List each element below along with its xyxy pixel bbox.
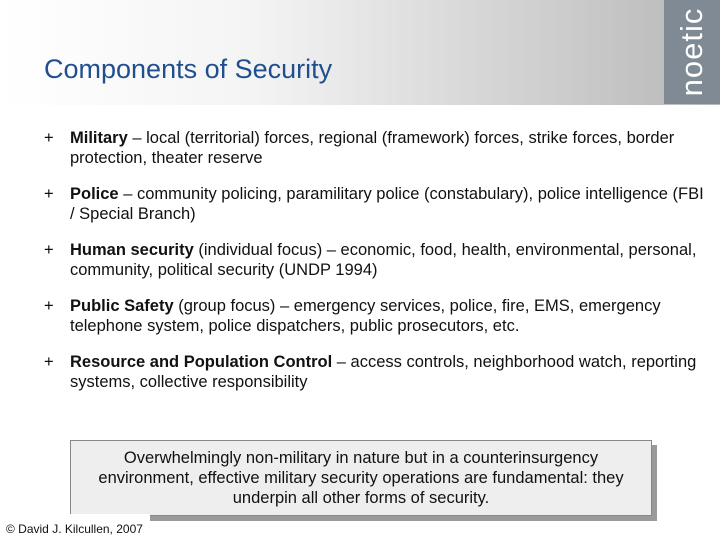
bullet-list	[44, 128, 704, 408]
plus-icon: +	[44, 241, 54, 259]
bullet-text: (group focus) – emergency services, police, fire, EMS, emergency telephone system, police dispatchers, public prosecutors, etc.	[70, 297, 661, 335]
slide-title: Components of Security	[44, 54, 333, 84]
bullet-term: Resource and Population Control	[70, 353, 333, 371]
copyright-text: © David J. Kilcullen, 2007	[6, 522, 143, 536]
bullet-public-safety	[44, 296, 704, 336]
bullet-text: – access controls, neighborhood watch, reporting systems, collective responsibility	[70, 353, 697, 391]
plus-icon: +	[44, 297, 54, 315]
bullet-police	[44, 184, 704, 224]
bullet-text: – local (territorial) forces, regional (framework) forces, strike forces, border protection, theater reserve	[70, 129, 675, 167]
bullet-term: Police	[70, 185, 119, 203]
bullet-term: Human security	[70, 241, 194, 259]
bullet-military	[44, 128, 704, 168]
logo-text: noetic	[674, 7, 709, 97]
bullet-text: (individual focus) – economic, food, health, environmental, personal, community, political security (UNDP 1994)	[70, 241, 697, 279]
plus-icon: +	[44, 185, 54, 203]
slide-header	[0, 0, 720, 105]
footer	[0, 514, 150, 540]
bullet-term: Public Safety	[70, 297, 174, 315]
callout-box	[70, 440, 652, 516]
bullet-term: Military	[70, 129, 128, 147]
plus-icon: +	[44, 129, 54, 147]
bullet-resource-population-control	[44, 352, 704, 392]
callout-text: Overwhelmingly non-military in nature but in a counterinsurgency environment, effective military security operations are fundamental: they underpin all other forms of security.	[98, 449, 624, 507]
noetic-logo	[664, 0, 720, 104]
bullet-human-security	[44, 240, 704, 280]
bullet-text: – community policing, paramilitary police (constabulary), police intelligence (FBI / Special Branch)	[70, 185, 704, 223]
plus-icon: +	[44, 353, 54, 371]
